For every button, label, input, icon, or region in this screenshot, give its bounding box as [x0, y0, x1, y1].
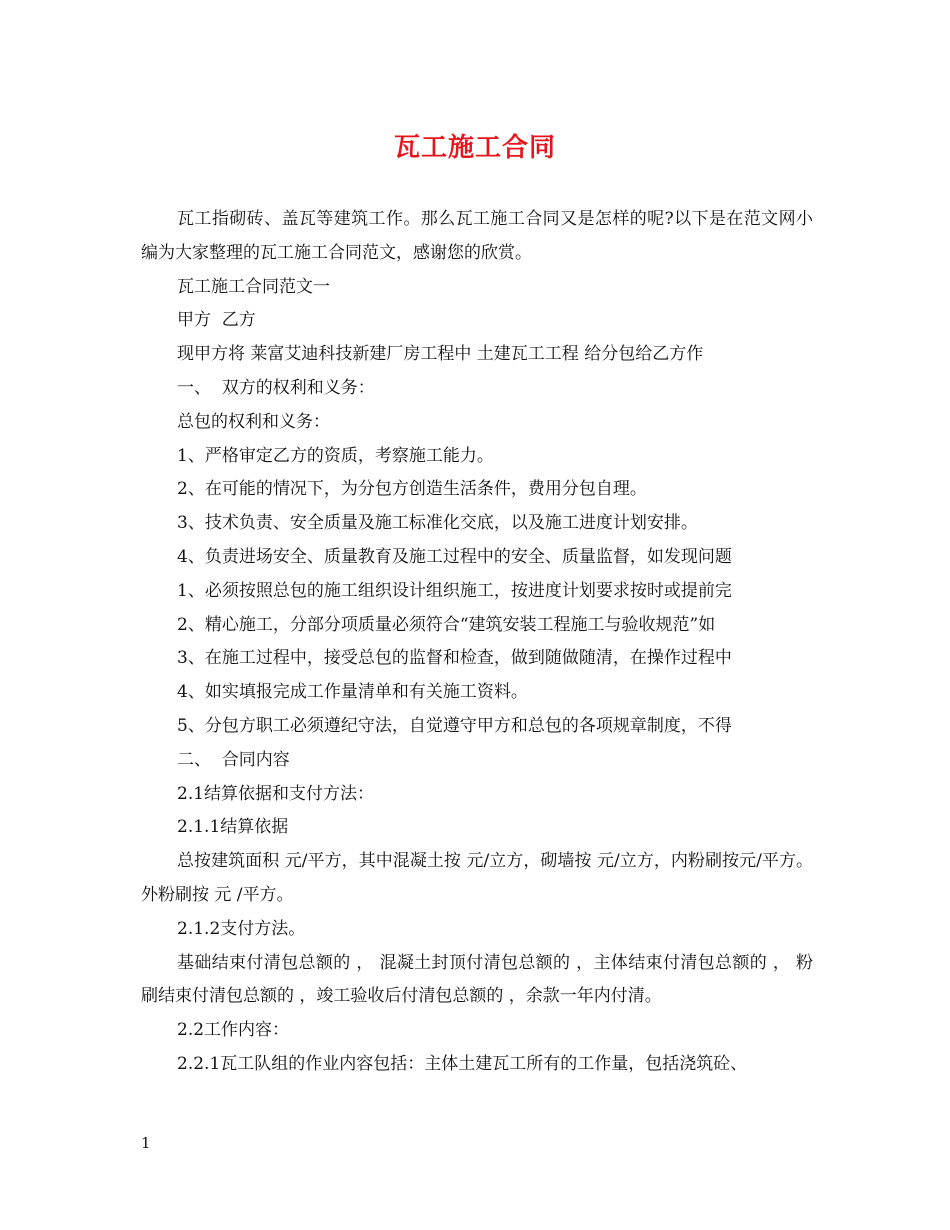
- parties-line: 甲方 乙方: [177, 310, 256, 331]
- subheading-contractor-rights: 总包的权利和义务：: [177, 411, 330, 432]
- sample-heading: 瓦工施工合同范文一: [177, 276, 330, 297]
- clause-heading: 2.1.1结算依据: [177, 817, 289, 838]
- list-item: 1、必须按照总包的施工组织设计组织施工，按进度计划要求按时或提前完: [177, 580, 732, 601]
- list-item: 5、分包方职工必须遵纪守法，自觉遵守甲方和总包的各项规章制度，不得: [177, 715, 732, 736]
- list-item: 4、负责进场安全、质量教育及施工过程中的安全、质量监督，如发现问题: [177, 546, 732, 567]
- page-number: 1: [141, 1134, 151, 1152]
- list-item: 4、如实填报完成工作量清单和有关施工资料。: [177, 682, 528, 703]
- document-title: 瓦工施工合同: [393, 133, 556, 163]
- payment-method-paragraph: 基础结束付清包总额的 ， 混凝土封顶付清包总额的 ，主体结束付清包总额的 ， 粉刷结束付清包总额的 ，竣工验收后付清包总额的 ，余款一年内付清。: [141, 952, 813, 1007]
- list-item: 2、在可能的情况下，为分包方创造生活条件，费用分包自理。: [177, 479, 647, 500]
- list-item: 2、精心施工，分部分项质量必须符合“建筑安装工程施工与验收规范”如: [177, 614, 716, 635]
- work-content-paragraph: 2.2.1瓦工队组的作业内容包括：主体土建瓦工所有的工作量，包括浇筑砼、: [177, 1053, 748, 1074]
- document-body: [141, 203, 813, 1082]
- list-item: 3、技术负责、安全质量及施工标准化交底，以及施工进度计划安排。: [177, 513, 698, 534]
- intro-paragraph: 瓦工指砌砖、盖瓦等建筑工作。那么瓦工施工合同又是怎样的呢?以下是在范文网小编为大家整理的瓦工施工合同范文，感谢您的欣赏。: [141, 209, 813, 263]
- clause-heading: 2.1.2支付方法。: [177, 918, 306, 939]
- clause-heading: 2.2工作内容：: [177, 1020, 290, 1041]
- list-item: 1、严格审定乙方的资质，考察施工能力。: [177, 445, 494, 466]
- list-item: 3、在施工过程中，接受总包的监督和检查，做到随做随清，在操作过程中: [177, 648, 732, 669]
- scope-line: 现甲方将 莱富艾迪科技新建厂房工程中 土建瓦工工程 给分包给乙方作: [177, 344, 704, 365]
- settlement-basis-paragraph: 总按建筑面积 元/平方，其中混凝土按 元/立方，砌墙按 元/立方，内粉刷按元/平方。外粉刷按 元 /平方。: [141, 851, 813, 905]
- section-heading-contract-content: 二、 合同内容: [177, 749, 290, 770]
- clause-heading: 2.1结算依据和支付方法：: [177, 783, 375, 804]
- section-heading-rights: 一、 双方的权利和义务：: [177, 377, 375, 398]
